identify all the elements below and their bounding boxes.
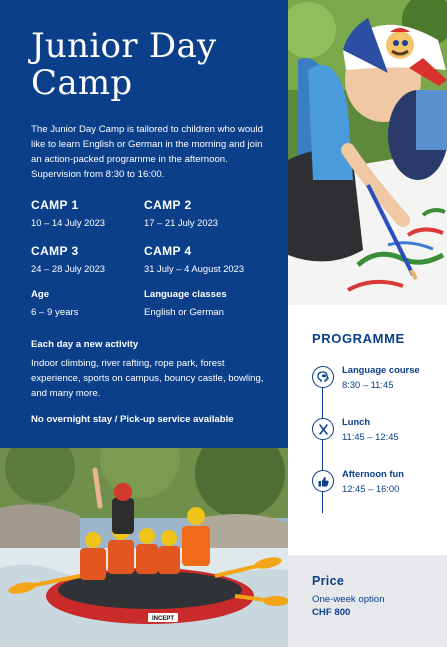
age-block [31,288,144,319]
camp-name: CAMP 1 [31,198,79,212]
language-value: English or German [144,307,224,318]
notice-text: No overnight stay / Pick-up service available [31,414,234,425]
programme-item-afternoon [312,467,447,519]
camp-name: CAMP 2 [144,198,192,212]
language-label: Language classes [144,289,227,300]
programme-item-label: Language course [342,364,420,375]
programme-section [288,305,447,555]
programme-item-time: 8:30 – 11:45 [342,379,394,390]
price-section [288,555,447,647]
speech-head-icon [312,366,334,388]
camp-dates: 10 – 14 July 2023 [31,217,106,228]
age-label: Age [31,289,50,300]
title-line-1: Junior Day [31,26,217,66]
details-grid [31,288,270,319]
page-title [31,28,270,102]
boat-label: INCEPT [151,616,175,622]
info-panel [0,0,288,448]
price-title: Price [312,574,345,588]
camp-name: CAMP 4 [144,244,192,258]
camp-list [31,198,270,276]
photo-river-rafting [0,448,288,647]
camp-item [31,244,144,276]
title-line-2: Camp [31,63,133,103]
camp-item [144,244,264,276]
photo-child-painting [288,0,447,305]
thumbs-up-icon [312,470,334,492]
activity-text: Indoor climbing, river rafting, rope park, forest experience, sports on campus, bouncy castle, bowling, and many more. [31,358,264,399]
price-option: One-week option [312,594,385,605]
camp-dates: 24 – 28 July 2023 [31,263,106,274]
camp-item [144,198,264,230]
camp-item [31,198,144,230]
programme-item-language [312,363,447,415]
programme-item-time: 12:45 – 16:00 [342,483,400,494]
camp-name: CAMP 3 [31,244,79,258]
programme-item-time: 11:45 – 12:45 [342,431,399,442]
language-block [144,288,264,319]
programme-timeline [312,363,447,519]
fork-knife-icon [312,418,334,440]
camp-dates: 31 July – 4 August 2023 [144,263,245,274]
rafting-illustration [0,448,288,647]
price-amount: CHF 800 [312,607,351,618]
intro-text: The Junior Day Camp is tailored to children who would like to learn English or German in the morning and join an action-packed programme in the afternoon. Supervision from 8:30 to 16:00. [31,124,263,180]
programme-item-label: Lunch [342,416,371,427]
age-value: 6 – 9 years [31,307,79,318]
programme-title: PROGRAMME [312,331,405,346]
activity-title: Each day a new activity [31,339,139,350]
child-painting-illustration [288,0,447,305]
programme-item-lunch [312,415,447,467]
programme-item-label: Afternoon fun [342,468,404,479]
camp-dates: 17 – 21 July 2023 [144,217,219,228]
